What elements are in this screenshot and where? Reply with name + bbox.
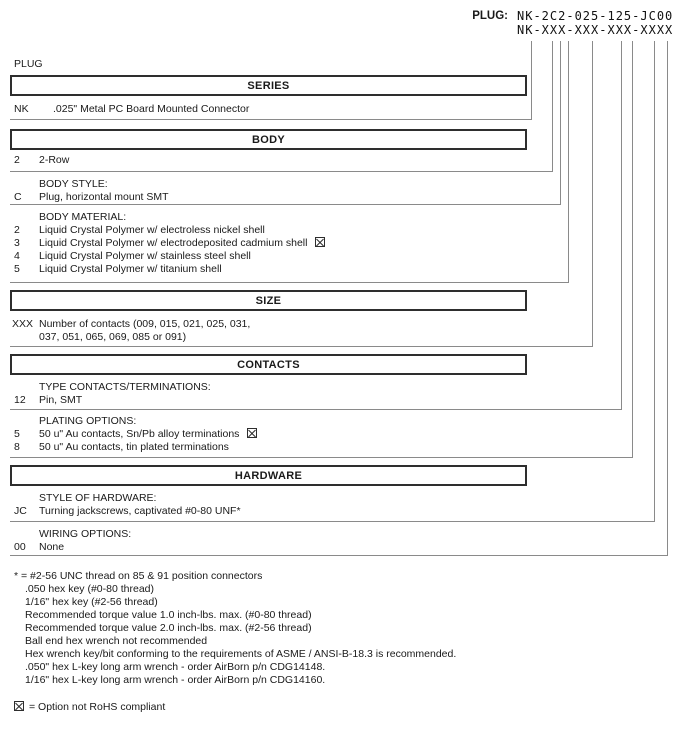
diagram-label-plug: PLUG (14, 58, 43, 70)
option-code: 5 (14, 428, 20, 440)
option-desc: Liquid Crystal Polymer w/ electrodeposited cadmium shell (39, 237, 308, 249)
option-code: JC (14, 505, 27, 517)
option-code: 00 (14, 541, 26, 553)
option-code: C (14, 191, 22, 203)
option-row-material-2 (14, 224, 265, 236)
section-title: HARDWARE (234, 469, 303, 482)
option-row-contacts-12 (14, 394, 82, 406)
option-code: NK (14, 103, 29, 115)
option-row-size-xxx (12, 318, 250, 330)
option-row-body-2row (14, 154, 69, 166)
group-header-hardware-style: STYLE OF HARDWARE: (39, 492, 157, 504)
footnote-line: * = #2-56 UNC thread on 85 & 91 position connectors (14, 570, 263, 582)
option-row-hardware-jc (14, 505, 241, 517)
part-number-mask: NK-XXX-XXX-XXX-XXXX (517, 23, 674, 37)
footnote-line: Hex wrench key/bit conforming to the requirements of ASME / ANSI-B-18.3 is recommended. (25, 648, 457, 660)
footnote-line: Recommended torque value 1.0 inch-lbs. max. (#0-80 thread) (25, 609, 312, 621)
section-header-hardware (10, 465, 527, 486)
legend-text: = Option not RoHS compliant (29, 701, 166, 713)
option-code: 8 (14, 441, 20, 453)
option-row-wiring-00 (14, 541, 64, 553)
option-desc: Pin, SMT (39, 394, 83, 406)
option-desc: Number of contacts (009, 015, 021, 025, 031, (39, 318, 251, 330)
not-rohs-compliant-icon (247, 428, 257, 438)
group-header-contact-type: TYPE CONTACTS/TERMINATIONS: (39, 381, 211, 393)
footnote-line: Ball end hex wrench not recommended (25, 635, 208, 647)
option-row-body-style-c (14, 191, 169, 203)
option-desc-continued: 037, 051, 065, 069, 085 or 091) (39, 331, 187, 343)
section-header-contacts (10, 354, 527, 375)
section-header-body (10, 129, 527, 150)
footnote-line: 1/16" hex key (#2-56 thread) (25, 596, 158, 608)
option-code: 3 (14, 237, 20, 249)
part-number-heading: PLUG: (472, 10, 508, 22)
section-title: SERIES (247, 79, 290, 92)
option-desc: 2-Row (39, 154, 70, 166)
footnotes-block (14, 570, 456, 687)
section-header-size (10, 290, 527, 311)
section-title: SIZE (255, 294, 282, 307)
section-title: BODY (252, 133, 285, 146)
footnote-line: .050" hex L-key long arm wrench - order AirBorn p/n CDG14148. (25, 661, 326, 673)
option-row-series-nk (14, 103, 249, 115)
option-desc: Liquid Crystal Polymer w/ electroless nickel shell (39, 224, 265, 236)
option-desc: 50 u" Au contacts, tin plated terminations (39, 441, 229, 453)
group-header-body-style: BODY STYLE: (39, 178, 108, 190)
part-number-example: NK-2C2-025-125-JC00 (517, 9, 674, 23)
option-desc: None (39, 541, 65, 553)
option-code: 2 (14, 224, 20, 236)
option-row-material-5 (14, 263, 222, 275)
option-desc: Liquid Crystal Polymer w/ stainless steel shell (39, 250, 251, 262)
footnote-line: Recommended torque value 2.0 inch-lbs. max. (#2-56 thread) (25, 622, 312, 634)
option-code: 2 (14, 154, 20, 166)
rohs-legend (14, 701, 165, 714)
option-code: 4 (14, 250, 20, 262)
option-code: 5 (14, 263, 20, 275)
group-header-body-material: BODY MATERIAL: (39, 211, 127, 223)
group-header-wiring: WIRING OPTIONS: (39, 528, 132, 540)
option-row-material-3 (14, 237, 325, 249)
option-row-material-4 (14, 250, 251, 262)
group-header-plating: PLATING OPTIONS: (39, 415, 137, 427)
section-header-series (10, 75, 527, 96)
option-desc: .025" Metal PC Board Mounted Connector (53, 103, 250, 115)
option-desc: Liquid Crystal Polymer w/ titanium shell (39, 263, 222, 275)
option-code: XXX (12, 318, 34, 330)
not-rohs-compliant-icon (315, 237, 325, 247)
option-desc: Turning jackscrews, captivated #0-80 UNF* (39, 505, 241, 517)
footnote-line: .050 hex key (#0-80 thread) (25, 583, 154, 595)
option-code: 12 (14, 394, 26, 406)
option-desc: 50 u" Au contacts, Sn/Pb alloy terminations (39, 428, 240, 440)
option-row-plating-8 (14, 441, 229, 453)
footnote-line: 1/16" hex L-key long arm wrench - order AirBorn p/n CDG14160. (25, 674, 326, 686)
option-row-plating-5 (14, 428, 257, 440)
section-title: CONTACTS (237, 358, 300, 371)
option-desc: Plug, horizontal mount SMT (39, 191, 169, 203)
not-rohs-compliant-icon (14, 701, 24, 711)
